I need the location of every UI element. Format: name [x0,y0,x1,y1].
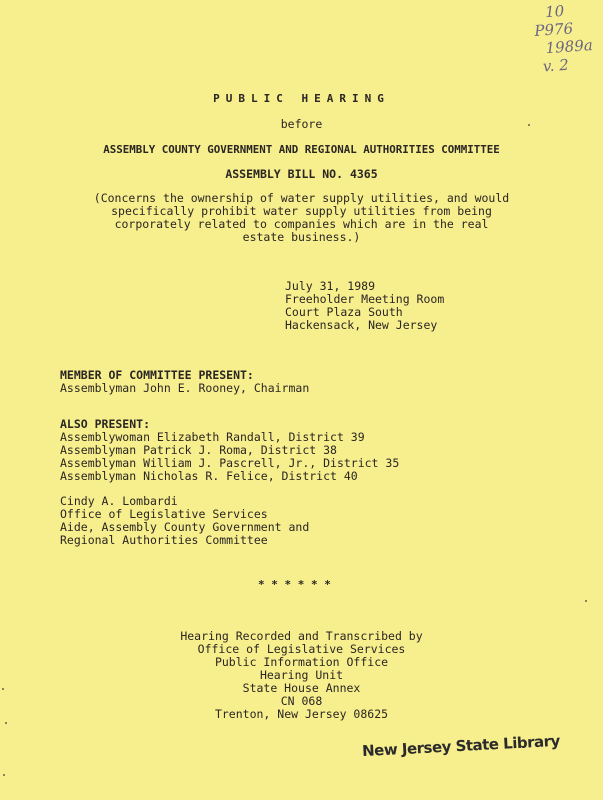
library-stamp: New Jersey State Library [361,731,561,761]
paper-speck [3,774,5,776]
handwritten-line: v. 2 [542,55,570,76]
location-line: Hackensack, New Jersey [285,318,438,332]
staff-line: Regional Authorities Committee [60,533,268,547]
bill-description [0,192,603,244]
members-present-section [60,369,309,395]
also-present-item: Assemblyman William J. Pascrell, Jr., District 35 [60,456,400,470]
paper-speck [585,600,587,602]
location-line: July 31, 1989 [285,279,376,293]
footer-line: Trenton, New Jersey 08625 [214,707,389,721]
location-line: Court Plaza South [285,305,403,319]
also-present-heading: ALSO PRESENT: [60,417,151,431]
committee-name: ASSEMBLY COUNTY GOVERNMENT AND REGIONAL AUTHORITIES COMMITTEE [103,143,500,156]
handwritten-line: 10 [544,1,565,22]
staff-section [60,495,309,547]
description-line: corporately related to companies which are in the real [114,217,489,231]
handwritten-call-number [533,0,595,76]
footer-line: Office of Legislative Services [197,642,406,656]
handwritten-line: P976 [533,19,574,40]
footer-line: CN 068 [280,694,323,708]
member-item: Assemblyman John E. Rooney, Chairman [60,381,310,395]
hearing-location [285,280,444,332]
staff-line: Aide, Assembly County Government and [60,520,310,534]
page-title: PUBLIC HEARING [213,92,390,105]
before-label: before [280,117,323,131]
members-heading: MEMBER OF COMMITTEE PRESENT: [60,368,254,382]
handwritten-line: 1989a [545,36,594,58]
also-present-item: Assemblywoman Elizabeth Randall, District 39 [60,430,365,444]
also-present-section [60,418,399,483]
description-line: (Concerns the ownership of water supply utilities, and would [93,191,510,205]
description-line: estate business.) [242,230,361,244]
footer-line: Hearing Unit [259,668,344,682]
footer-line: State House Annex [242,681,361,695]
transcription-footer [0,630,603,721]
staff-line: Cindy A. Lombardi [60,494,178,508]
section-separator: * * * * * * [258,578,331,591]
description-line: specifically prohibit water supply utilities from being [111,204,492,218]
also-present-item: Assemblyman Patrick J. Roma, District 38 [60,443,337,457]
bill-number: ASSEMBLY BILL NO. 4365 [225,167,378,181]
paper-speck [5,722,7,724]
also-present-item: Assemblyman Nicholas R. Felice, District 40 [60,469,358,483]
location-line: Freeholder Meeting Room [285,292,445,306]
staff-line: Office of Legislative Services [60,507,268,521]
paper-speck [2,688,4,690]
footer-line: Hearing Recorded and Transcribed by [180,629,423,643]
footer-line: Public Information Office [214,655,389,669]
paper-speck [528,124,530,126]
